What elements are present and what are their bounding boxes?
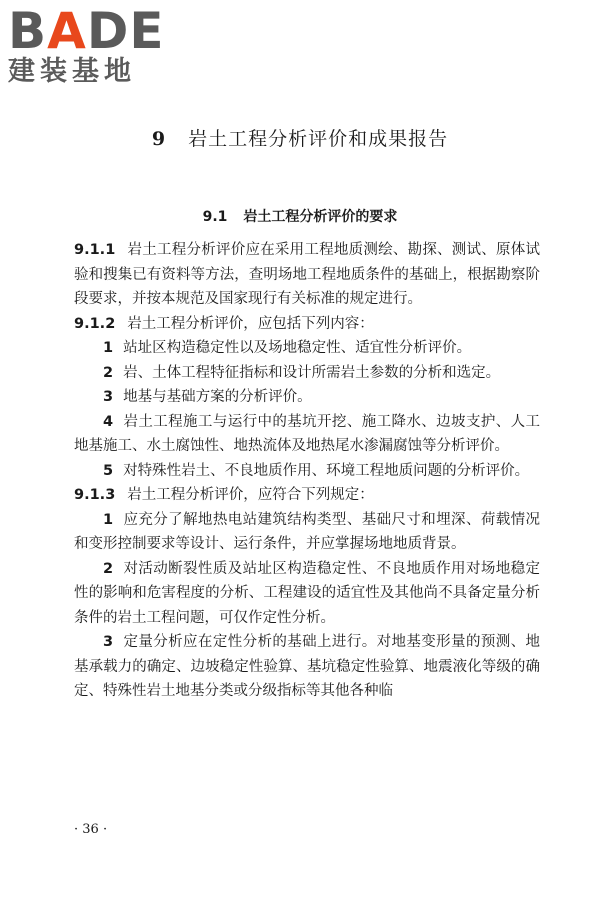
list-item: 2 岩、土体工程特征指标和设计所需岩土参数的分析和选定。	[103, 364, 501, 381]
list-item: 3 地基与基础方案的分析评价。	[103, 389, 312, 405]
list-item: 3 定量分析应在定性分析的基础上进行。对地基变形量的预测、地基承载力的确定、边坡稳定性验算、基坑稳定性验算、地震液化等级的确定、特殊性岩土地基分类或分级指标等其他各种临	[74, 634, 540, 699]
list-item: 1 应充分了解地热电站建筑结构类型、基础尺寸和埋深、荷载情况和变形控制要求等设计、运行条件，并应掌握场地地质背景。	[74, 511, 540, 552]
clause-9-1-1: 9.1.1 岩土工程分析评价应在采用工程地质测绘、勘探、测试、原体试验和搜集已有资料等方法，查明场地工程地质条件的基础上，根据勘察阶段要求，并按本规范及国家现行有关标准的规定进行。	[74, 242, 540, 307]
chapter-number: 9	[151, 128, 167, 150]
clause-9-1-3: 9.1.3 岩土工程分析评价，应符合下列规定：	[74, 487, 374, 503]
logo-wordmark: BADE	[8, 2, 165, 60]
page-number: · 36 ·	[74, 822, 108, 837]
chapter-title-text: 岩土工程分析评价和成果报告	[188, 128, 449, 150]
section-title-text: 岩土工程分析评价的要求	[243, 209, 398, 225]
section-number: 9.1	[202, 209, 228, 225]
list-item: 5 对特殊性岩土、不良地质作用、环境工程地质问题的分析评价。	[103, 462, 530, 479]
logo-subtitle: 建装基地	[8, 56, 136, 87]
clause-9-1-2: 9.1.2 岩土工程分析评价，应包括下列内容：	[74, 315, 374, 332]
list-item: 4 岩土工程施工与运行中的基坑开挖、施工降水、边坡支护、人工地基施工、水土腐蚀性、地热流体及地热尾水渗漏腐蚀等分析评价。	[74, 413, 540, 454]
body-text	[74, 238, 540, 704]
section-title	[0, 206, 600, 226]
chapter-title	[0, 124, 600, 151]
bade-logo	[8, 2, 178, 88]
list-item: 2 对活动断裂性质及站址区构造稳定性、不良地质作用对场地稳定性的影响和危害程度的分析、工程建设的适宜性及其他尚不具备定量分析条件的岩土工程问题，可仅作定性分析。	[74, 560, 540, 626]
list-item: 1 站址区构造稳定性以及场地稳定性、适宜性分析评价。	[103, 340, 472, 356]
